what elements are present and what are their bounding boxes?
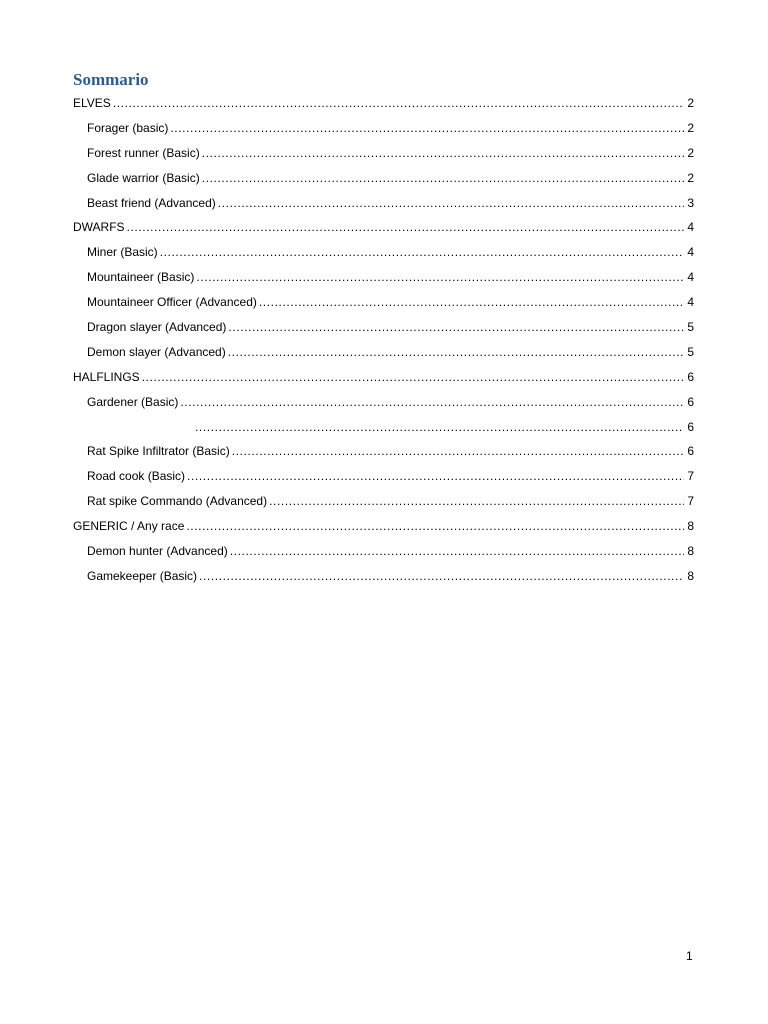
dot-leader [186,517,684,535]
toc-entry[interactable] [73,119,694,144]
page-number: 1 [686,949,693,963]
toc-entry-page: 2 [687,145,694,160]
toc-entry-page: 4 [687,220,694,235]
toc-entry-page: 4 [687,245,694,260]
toc-entry-page: 5 [687,344,694,359]
toc-entry[interactable] [73,442,694,467]
toc-entry[interactable] [73,542,694,567]
dot-leader [218,194,685,212]
toc-entry[interactable] [73,418,694,443]
toc-entry-page: 8 [687,544,694,559]
toc-entry[interactable] [73,293,694,318]
toc-entry-label: Glade warrior (Basic) [87,170,200,185]
toc-entry-label: Rat spike Commando (Advanced) [87,494,268,509]
dot-leader [269,492,684,510]
dot-leader [127,218,685,236]
dot-leader [199,567,684,585]
dot-leader [202,144,685,162]
toc-entry-page: 5 [687,320,694,335]
toc-entry-label: Rat Spike Infiltrator (Basic) [87,444,230,459]
toc-entry-label: ELVES [73,96,111,110]
toc-entry[interactable] [73,567,694,592]
toc-entry-label: Demon hunter (Advanced) [87,544,228,559]
dot-leader [228,343,685,361]
dot-leader [202,169,685,187]
toc-entry-page: 8 [687,519,694,534]
dot-leader [160,243,685,261]
toc-entry-label: Forest runner (Basic) [87,145,200,160]
toc-entry-page: 4 [687,270,694,285]
toc-entry-label: Dragon slayer (Advanced) [87,320,227,335]
dot-leader [228,318,684,336]
toc-entry[interactable] [73,517,694,542]
toc-entry[interactable] [73,169,694,194]
dot-leader [142,368,685,386]
toc-entry[interactable] [73,492,694,517]
toc-entry-page: 7 [687,469,694,484]
toc-entry[interactable] [73,318,694,343]
toc-entry-label: Forager (basic) [87,120,169,135]
toc-title: Sommario [73,70,149,89]
toc-entry[interactable] [73,343,694,368]
toc-entry[interactable] [73,218,694,243]
toc-entry-label: Mountaineer (Basic) [87,270,195,285]
dot-leader [187,467,684,485]
toc-entry[interactable] [73,268,694,293]
toc-entry-page: 6 [687,394,694,409]
toc-entry-label: Demon slayer (Advanced) [87,344,226,359]
toc-entry-label: GENERIC / Any race [73,519,185,534]
dot-leader [232,442,685,460]
toc-entry-page: 8 [687,568,694,583]
dot-leader [230,542,685,560]
toc-list [73,94,694,592]
toc-entry-label: Beast friend (Advanced) [87,195,216,210]
toc-entry-page: 6 [687,419,694,434]
toc-entry-page: 7 [687,494,694,509]
dot-leader [195,418,684,436]
toc-entry-page: 6 [687,444,694,459]
toc-entry-label: Gamekeeper (Basic) [87,568,198,583]
toc-entry-label: Gardener (Basic) [87,394,179,409]
toc-entry-page: 3 [687,195,694,210]
toc-entry[interactable] [73,94,694,119]
dot-leader [180,393,684,411]
toc-entry-page: 4 [687,295,694,310]
toc-entry-label: Miner (Basic) [87,245,158,260]
toc-entry-page: 2 [687,120,694,135]
dot-leader [170,119,684,137]
dot-leader [113,94,685,112]
toc-entry[interactable] [73,393,694,418]
toc-entry-label: HALFLINGS [73,369,140,384]
dot-leader [196,268,684,286]
toc-entry[interactable] [73,144,694,169]
toc-entry[interactable] [73,467,694,492]
toc-entry-page: 6 [687,369,694,384]
toc-entry[interactable] [73,243,694,268]
dot-leader [259,293,684,311]
toc-entry-label: DWARFS [73,220,125,235]
toc-entry-page: 2 [687,170,694,185]
toc-entry-label: Mountaineer Officer (Advanced) [87,295,257,310]
toc-entry[interactable] [73,368,694,393]
toc-entry-label: Road cook (Basic) [87,469,186,484]
toc-entry[interactable] [73,194,694,219]
toc-entry-page: 2 [687,96,694,110]
